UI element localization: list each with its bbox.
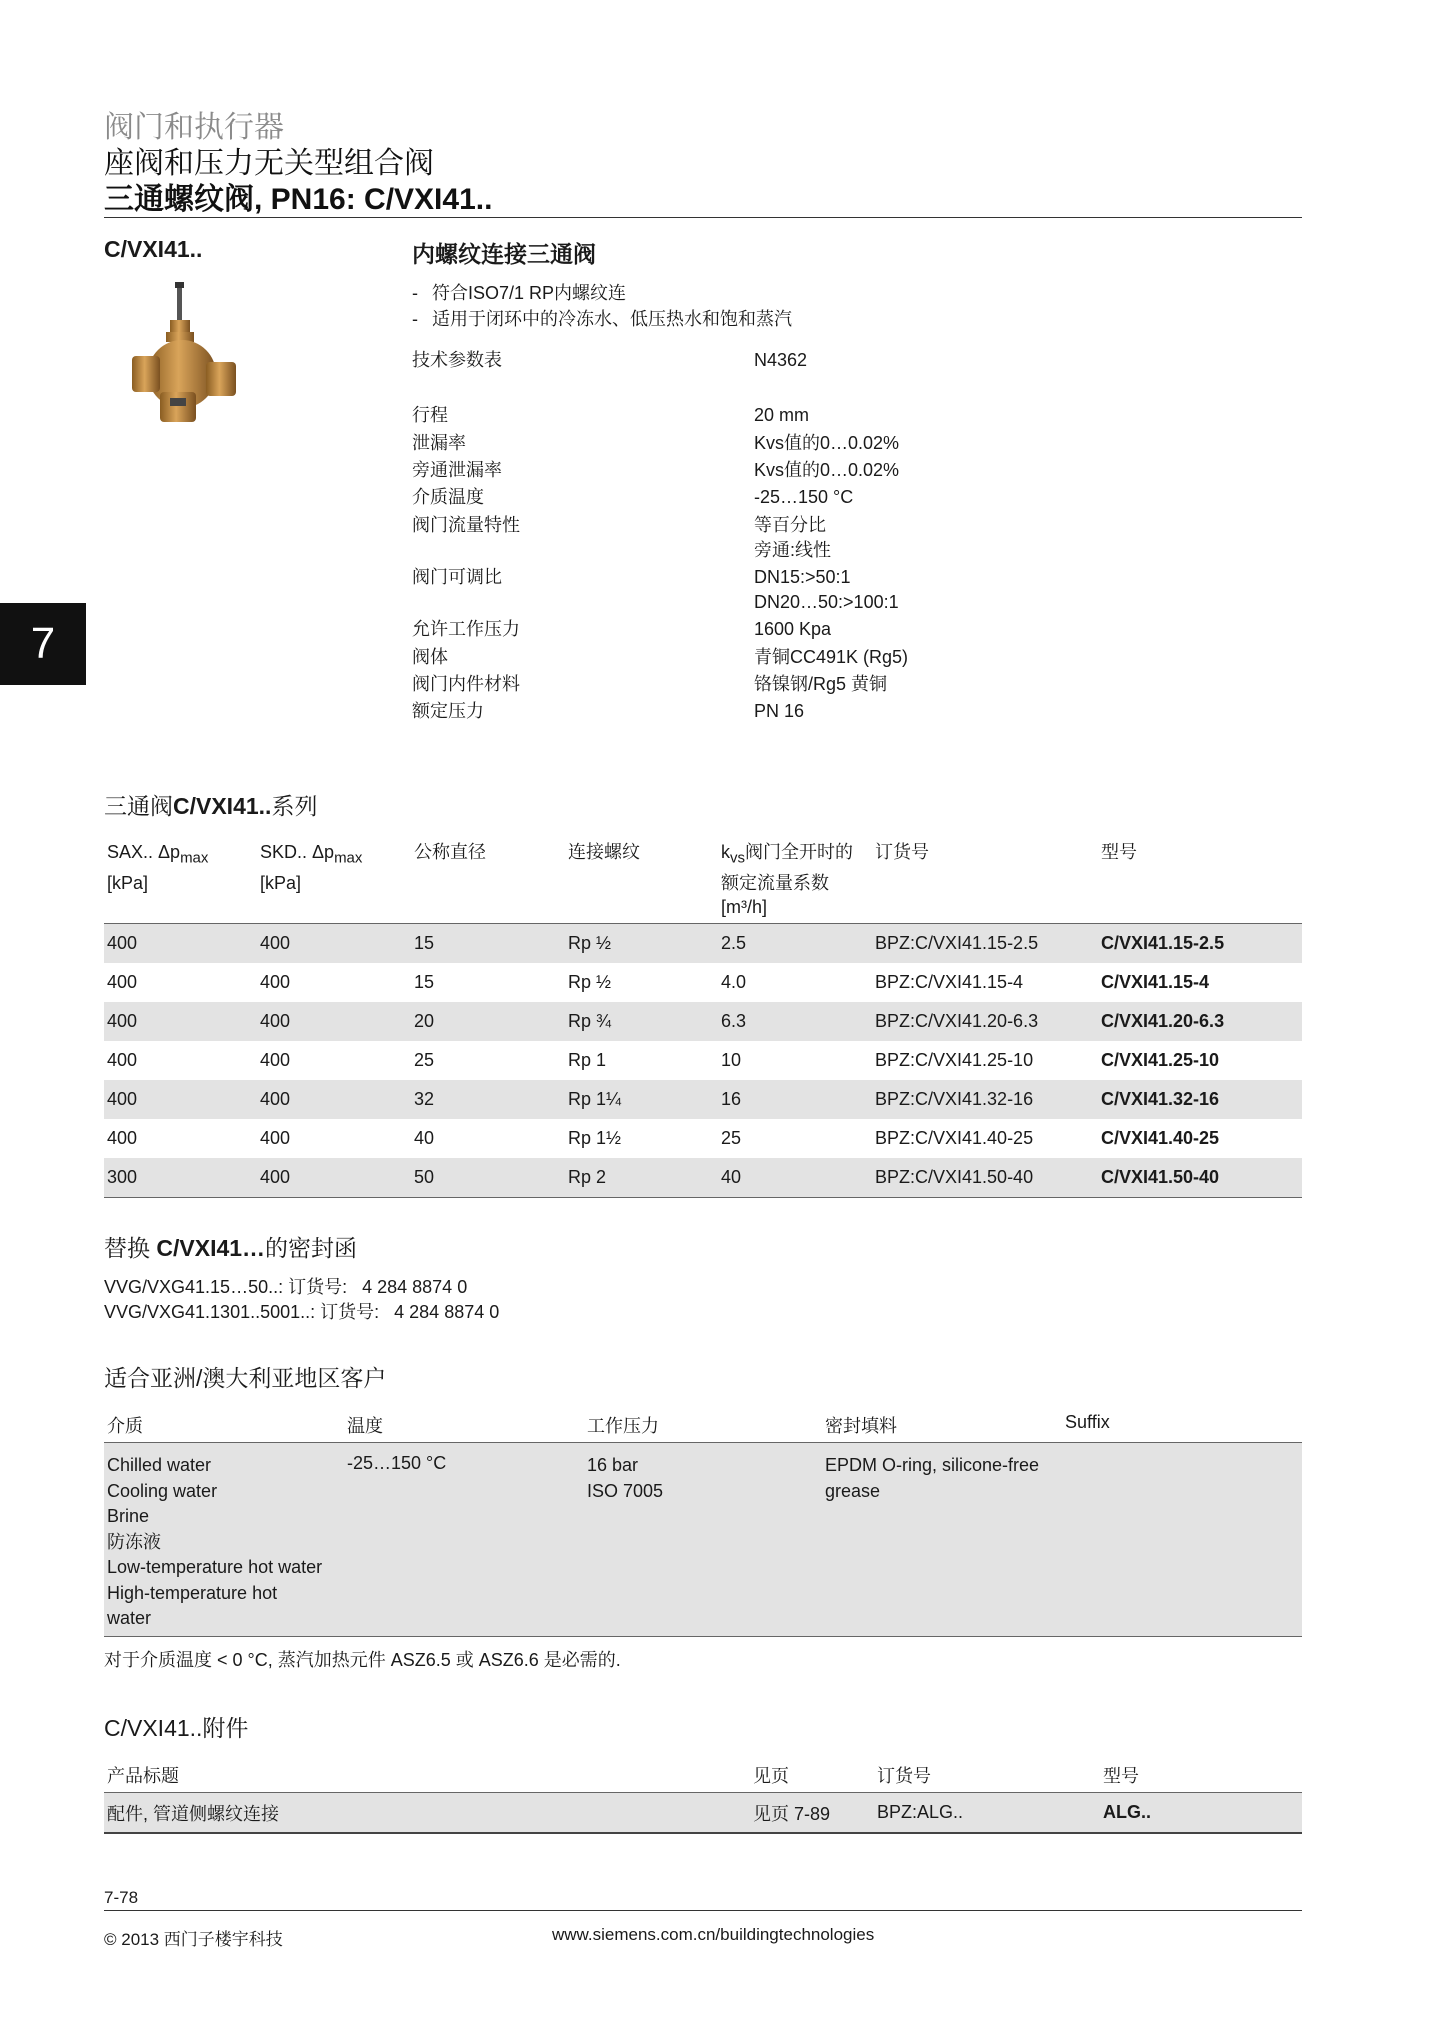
table-row — [104, 923, 1302, 963]
col-kvs-sub: vs — [730, 849, 745, 867]
col-type: 型号 — [1103, 1766, 1139, 1786]
cell-order: BPZ:C/VXI41.20-6.3 — [872, 1002, 1098, 1041]
cell-thread: Rp ½ — [565, 923, 718, 963]
col-sax-label: SAX.. Δp — [107, 842, 181, 862]
cell-dn: 15 — [411, 923, 565, 963]
cell-medium — [104, 1443, 344, 1637]
page-number: 7-78 — [104, 1888, 139, 1907]
spec-value: 旁通:线性 — [754, 540, 832, 560]
cell-dn: 40 — [414, 1127, 435, 1148]
cell-product-title: 配件, 管道侧螺纹连接 — [104, 1793, 750, 1834]
spec-key: 阀门可调比 — [412, 567, 502, 587]
pressure-line: 16 bar — [587, 1455, 639, 1475]
cell-thread: Rp ¾ — [565, 1002, 718, 1041]
seal-line: EPDM O-ring, silicone-free — [825, 1455, 1040, 1475]
feature-item: - 适用于闭环中的冷冻水、低压热水和饱和蒸汽 — [412, 306, 792, 332]
spec-list — [412, 403, 1112, 733]
col-sax-sub: max — [180, 849, 209, 867]
spec-value: 20 mm — [754, 405, 810, 425]
seal-heading-suffix: 的密封函 — [265, 1235, 358, 1261]
cell-kvs: 6.3 — [718, 1002, 872, 1041]
cell-skd: 400 — [260, 1049, 291, 1070]
table-row — [104, 1041, 1302, 1080]
cell-seal — [822, 1443, 1062, 1637]
col-sax-unit: [kPa] — [107, 872, 149, 893]
medium-item: Low-temperature hot water — [107, 1557, 323, 1577]
series-table-header — [104, 836, 1302, 923]
cell-skd: 400 — [260, 971, 291, 992]
cell-thread: Rp 1½ — [568, 1127, 622, 1148]
cell-see-page[interactable]: 见页 7-89 — [750, 1793, 874, 1834]
seal-heading-prefix: 替换 — [104, 1235, 157, 1261]
series-heading — [104, 788, 317, 821]
col-seal: 密封填料 — [825, 1416, 897, 1436]
table-row — [104, 1158, 1302, 1198]
cell-sax: 300 — [104, 1158, 257, 1198]
seal-line: grease — [825, 1480, 881, 1501]
asia-note: 对于介质温度 < 0 °C, 蒸汽加热元件 ASZ6.5 或 ASZ6.6 是必需的. — [104, 1650, 621, 1670]
table-row — [104, 1080, 1302, 1119]
col-product-title: 产品标题 — [107, 1766, 179, 1786]
asia-table — [104, 1410, 1302, 1637]
cell-kvs: 16 — [718, 1080, 872, 1119]
spec-value: 青铜CC491K (Rg5) — [754, 647, 909, 667]
spec-value: Kvs值的0…0.02% — [754, 433, 900, 453]
copyright: © 2013 西门子楼宇科技 — [104, 1930, 283, 1949]
cell-dn: 32 — [411, 1080, 565, 1119]
cell-skd: 400 — [257, 1158, 411, 1198]
valve-image — [130, 282, 260, 442]
cell-thread: Rp 2 — [565, 1158, 718, 1198]
spec-value: DN15:>50:1 — [754, 567, 851, 587]
col-kvs-k: k — [721, 842, 730, 862]
col-kvs-text: 阀门全开时的 — [745, 842, 853, 862]
col-sax — [104, 836, 257, 923]
spec-key: 阀门内件材料 — [412, 674, 520, 694]
col-see-page: 见页 — [753, 1766, 789, 1786]
cell-thread: Rp ½ — [568, 971, 612, 992]
cell-kvs: 2.5 — [718, 923, 872, 963]
cell-thread: Rp 1¼ — [565, 1080, 718, 1119]
cell-type: C/VXI41.50-40 — [1098, 1158, 1302, 1198]
spec-key: 泄漏率 — [412, 433, 466, 453]
website-link[interactable]: www.siemens.com.cn/buildingtechnologies — [552, 1925, 875, 1944]
cell-order: BPZ:ALG.. — [874, 1793, 1100, 1834]
cell-order: BPZ:C/VXI41.40-25 — [875, 1127, 1034, 1148]
cell-order: BPZ:C/VXI41.15-2.5 — [872, 923, 1098, 963]
table-row — [104, 963, 1302, 1002]
cell-type: C/VXI41.32-16 — [1098, 1080, 1302, 1119]
spec-value: 铬镍钢/Rg5 黄铜 — [754, 674, 888, 694]
spec-key: 额定压力 — [412, 701, 484, 721]
col-order: 订货号 — [877, 1766, 931, 1786]
cell-type: C/VXI41.15-4 — [1101, 971, 1210, 992]
pressure-line: ISO 7005 — [587, 1480, 664, 1501]
spec-value: 等百分比 — [754, 515, 826, 535]
col-skd — [257, 836, 411, 923]
cell-thread: Rp 1 — [568, 1049, 607, 1070]
accessories-table-header — [104, 1760, 1302, 1793]
col-skd-unit: [kPa] — [260, 872, 302, 893]
col-kvs-unit: [m³/h] — [721, 896, 768, 917]
spec-key: 旁通泄漏率 — [412, 460, 502, 480]
cell-kvs: 25 — [721, 1127, 742, 1148]
cell-order: BPZ:C/VXI41.15-4 — [875, 971, 1024, 992]
medium-item: Brine — [107, 1506, 150, 1526]
table-row — [104, 1793, 1302, 1834]
col-suffix: Suffix — [1065, 1412, 1110, 1432]
cell-type: ALG.. — [1100, 1793, 1302, 1834]
cell-sax: 400 — [104, 1002, 257, 1041]
cell-skd: 400 — [257, 1080, 411, 1119]
cell-kvs: 10 — [721, 1049, 742, 1070]
datasheet-row — [412, 348, 1112, 373]
cell-type: C/VXI41.25-10 — [1101, 1049, 1220, 1070]
series-table — [104, 836, 1302, 1198]
asia-heading: 适合亚洲/澳大利亚地区客户 — [104, 1365, 387, 1391]
subcategory-heading: 座阀和压力无关型组合阀 — [104, 147, 434, 180]
accessories-table — [104, 1760, 1302, 1834]
col-temperature: 温度 — [347, 1416, 383, 1436]
series-heading-prefix: 三通阀 — [104, 793, 173, 819]
cell-order: BPZ:C/VXI41.25-10 — [875, 1049, 1034, 1070]
seal-heading — [104, 1230, 357, 1263]
col-medium: 介质 — [107, 1416, 143, 1436]
col-pressure: 工作压力 — [587, 1416, 659, 1436]
col-type: 型号 — [1101, 842, 1137, 862]
spec-value: DN20…50:>100:1 — [754, 592, 899, 612]
cell-dn: 15 — [414, 971, 435, 992]
col-order: 订货号 — [875, 842, 929, 862]
spec-key: 介质温度 — [412, 487, 484, 507]
cell-skd: 400 — [257, 923, 411, 963]
col-skd-label: SKD.. Δp — [260, 842, 335, 862]
cell-dn: 25 — [414, 1049, 435, 1070]
table-row — [104, 1119, 1302, 1158]
col-skd-sub: max — [334, 849, 363, 867]
cell-kvs: 40 — [718, 1158, 872, 1198]
chapter-tab: 7 — [0, 603, 86, 685]
header-divider — [104, 217, 1302, 218]
cell-temperature: -25…150 °C — [347, 1453, 447, 1473]
feature-item: - 符合ISO7/1 RP内螺纹连 — [412, 280, 792, 306]
cell-order: BPZ:C/VXI41.32-16 — [872, 1080, 1098, 1119]
cell-dn: 50 — [411, 1158, 565, 1198]
asia-row — [104, 1443, 1302, 1637]
col-thread: 连接螺纹 — [568, 842, 640, 862]
series-heading-suffix: 系列 — [271, 793, 318, 819]
spec-value: -25…150 °C — [754, 487, 854, 507]
datasheet-value: N4362 — [754, 350, 808, 370]
table-row — [104, 1002, 1302, 1041]
spec-key: 阀体 — [412, 647, 448, 667]
cell-type: C/VXI41.15-2.5 — [1098, 923, 1302, 963]
category-heading: 阀门和执行器 — [104, 111, 284, 144]
medium-item: Chilled water — [107, 1455, 212, 1475]
datasheet-label: 技术参数表 — [412, 350, 502, 370]
cell-sax: 400 — [107, 1049, 138, 1070]
medium-item: Cooling water — [107, 1480, 218, 1501]
cell-dn: 20 — [411, 1002, 565, 1041]
accessories-heading: C/VXI41..附件 — [104, 1715, 249, 1741]
section-title-internal-thread: 内螺纹连接三通阀 — [412, 241, 596, 267]
medium-item: water — [107, 1608, 152, 1628]
cell-sax: 400 — [104, 1080, 257, 1119]
spec-value: 1600 Kpa — [754, 619, 832, 639]
seal-lines — [104, 1275, 499, 1325]
seal-heading-model: C/VXI41… — [156, 1235, 266, 1261]
page-title: 三通螺纹阀, PN16: C/VXI41.. — [104, 183, 493, 216]
seal-line: VVG/VXG41.15…50..: 订货号: 4 284 8874 0 — [104, 1277, 468, 1297]
footer-divider — [104, 1910, 1302, 1911]
col-kvs — [718, 836, 872, 923]
cell-order: BPZ:C/VXI41.50-40 — [872, 1158, 1098, 1198]
spec-key: 允许工作压力 — [412, 619, 520, 639]
cell-suffix — [1062, 1443, 1302, 1637]
medium-item: High-temperature hot — [107, 1582, 278, 1603]
cell-skd: 400 — [260, 1127, 291, 1148]
cell-kvs: 4.0 — [721, 971, 747, 992]
cell-sax: 400 — [107, 971, 138, 992]
spec-value: PN 16 — [754, 701, 805, 721]
medium-item: 防冻液 — [107, 1531, 161, 1552]
series-heading-model: C/VXI41.. — [173, 793, 272, 819]
feature-list — [412, 280, 792, 332]
col-dn: 公称直径 — [414, 842, 486, 862]
seal-line: VVG/VXG41.1301..5001..: 订货号: 4 284 8874 0 — [104, 1302, 500, 1322]
spec-key: 行程 — [412, 405, 448, 425]
col-kvs-line2: 额定流量系数 — [721, 872, 829, 893]
cell-skd: 400 — [257, 1002, 411, 1041]
spec-value: Kvs值的0…0.02% — [754, 460, 900, 480]
cell-sax: 400 — [107, 1127, 138, 1148]
cell-pressure — [584, 1443, 822, 1637]
spec-key: 阀门流量特性 — [412, 515, 520, 535]
cell-type: C/VXI41.20-6.3 — [1098, 1002, 1302, 1041]
asia-table-header — [104, 1410, 1302, 1443]
cell-type: C/VXI41.40-25 — [1101, 1127, 1220, 1148]
model-heading: C/VXI41.. — [104, 236, 203, 262]
cell-sax: 400 — [104, 923, 257, 963]
